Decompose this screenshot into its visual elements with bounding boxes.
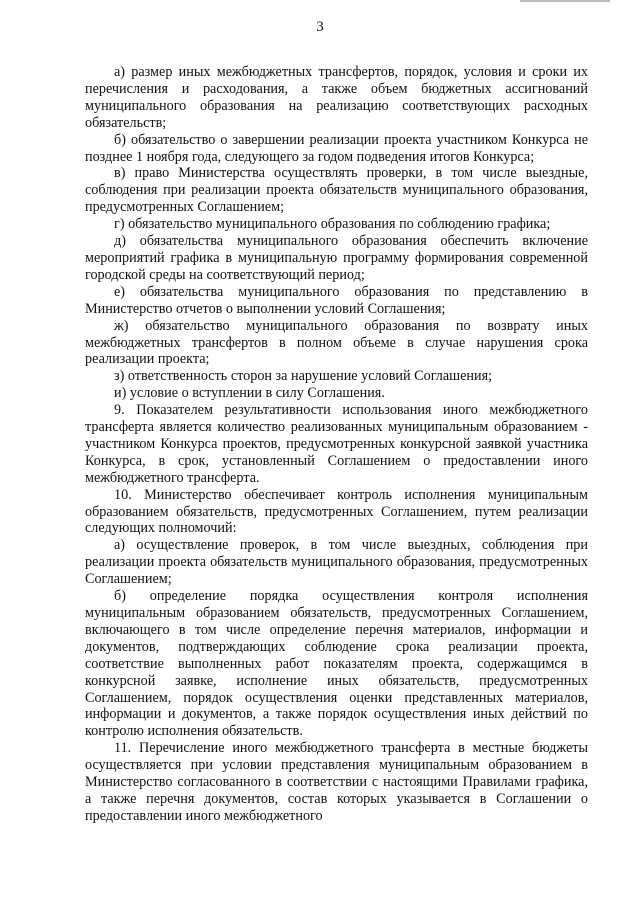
paragraph-item-g-schedule: г) обязательство муниципального образования по соблюдению графика; <box>114 216 551 233</box>
paragraph-item-i-entry-into-force: и) условие о вступлении в силу Соглашения. <box>114 385 385 402</box>
paragraph-section-11: 11. Перечисление иного межбюджетного трансферта в местные бюджеты осуществляется при условии представления муниципальным образованием в Министерство согласованного в соответствии с настоящими Правилами графика, а также перечня документов, состав которых указывается в Соглашении о предоставлении иного межбюджетного <box>85 740 588 824</box>
paragraph-section-9: 9. Показателем результативности использования иного межбюджетного трансферта является количество реализованных муниципальным образованием - участником Конкурса проектов, предусмотренных конкурсной заявкой участника Конкурса, в срок, установленный Соглашением о предоставлении иного межбюджетного трансферта. <box>85 402 588 486</box>
paragraph-item-b-completion: б) обязательство о завершении реализации проекта участником Конкурса не позднее 1 ноября года, следующего за годом подведения итогов Конкурса; <box>85 131 588 165</box>
paragraph-section-10-item-a: а) осуществление проверок, в том числе выездных, соблюдения при реализации проекта обязательств муниципального образования, предусмотренных Соглашением; <box>85 537 588 588</box>
paragraph-item-z-liability: з) ответственность сторон за нарушение условий Соглашения; <box>114 368 493 385</box>
page-number: 3 <box>316 19 324 35</box>
paragraph-item-d-program: д) обязательства муниципального образования обеспечить включение мероприятий графика в муниципальную программу формирования современной городской среды на соответствующий период; <box>85 233 588 283</box>
top-edge-rule <box>520 0 610 2</box>
paragraph-item-a-transfer-size: а) размер иных межбюджетных трансфертов, порядок, условия и сроки их перечисления и расходования, а также объем бюджетных ассигнований муниципального образования на реализацию соответствующих расходных обязательств; <box>85 64 588 131</box>
paragraph-item-e-reports: е) обязательства муниципального образования по представлению в Министерство отчетов о выполнении условий Соглашения; <box>85 283 588 317</box>
document-body <box>85 64 588 825</box>
paragraph-item-v-inspections: в) право Министерства осуществлять проверки, в том числе выездные, соблюдения при реализации проекта обязательств муниципального образования, предусмотренных Соглашением; <box>85 165 588 216</box>
paragraph-section-10: 10. Министерство обеспечивает контроль исполнения муниципальным образованием обязательств, предусмотренных Соглашением, путем реализации следующих полномочий: <box>85 486 588 537</box>
paragraph-section-10-item-b: б) определение порядка осуществления контроля исполнения муниципальным образованием обязательств, предусмотренных Соглашением, включающего в том числе определение перечня материалов, информации и документов, подтверждающих соблюдение срока реализации проекта, соответствие выполненных работ показателям проекта, содержащимся в конкурсной заявке, исполнение иных обязательств, предусмотренных Соглашением, порядок осуществления оценки представленных материалов, информации и документов, а также порядок осуществления иных действий по контролю исполнения обязательств. <box>85 588 588 740</box>
paragraph-item-zh-refund: ж) обязательство муниципального образования по возврату иных межбюджетных трансфертов в полном объеме в случае нарушения срока реализации проекта; <box>85 317 588 368</box>
